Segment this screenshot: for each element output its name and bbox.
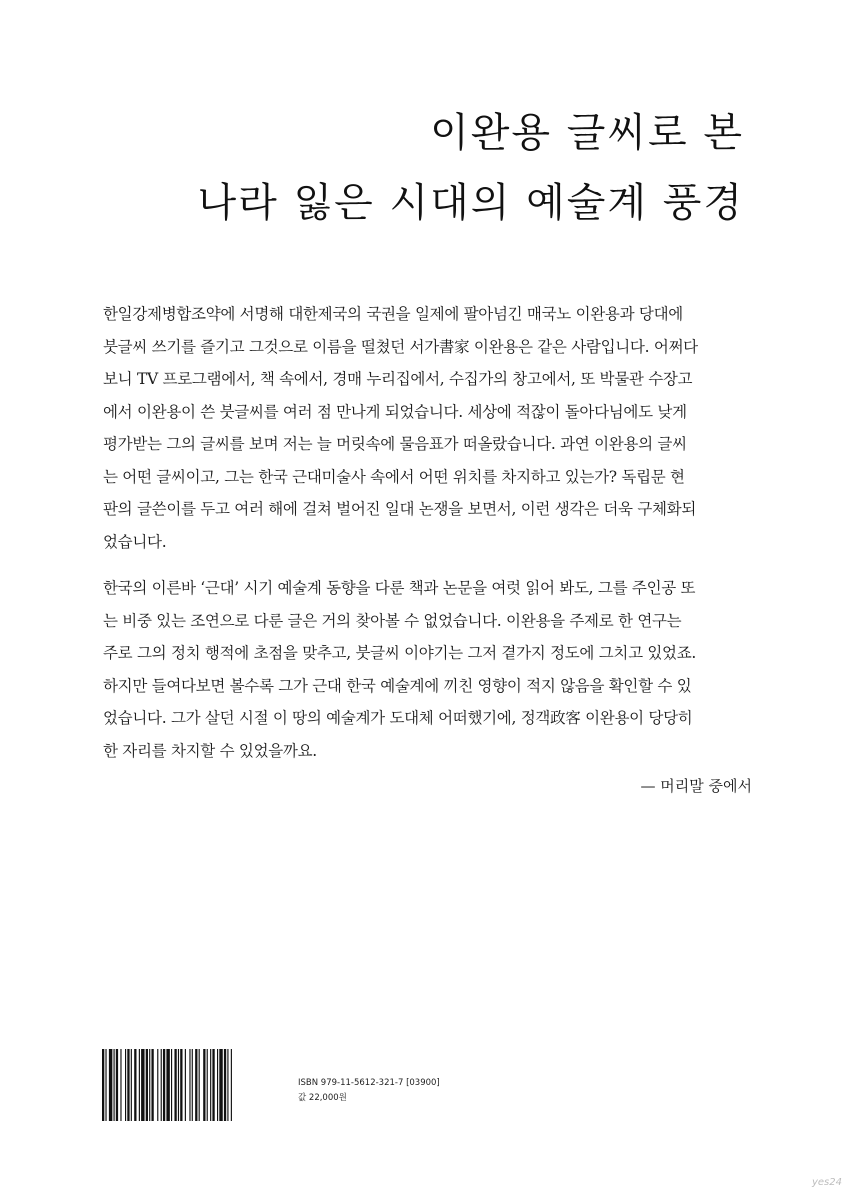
barcode-bar	[210, 1049, 211, 1121]
text-line: 평가받는 그의 글씨를 보며 저는 늘 머릿속에 물음표가 떠올랐습니다. 과연 이완용의 글씨	[103, 435, 687, 453]
price-label: 값 22,000원	[298, 1093, 347, 1103]
text-line: 판의 글쓴이를 두고 여러 해에 걸쳐 벌어진 일대 논쟁을 보면서, 이런 생각은 더욱 구체화되	[103, 500, 697, 518]
barcode-bar	[195, 1049, 197, 1121]
barcode-bar	[219, 1049, 222, 1121]
barcode-bar	[102, 1049, 104, 1121]
barcode-bar	[141, 1049, 144, 1121]
barcode-bar	[120, 1049, 121, 1121]
barcode-bar	[185, 1049, 186, 1121]
title-line-1: 이완용 글씨로 본	[430, 110, 744, 156]
text-line: 붓글씨 쓰기를 즐기고 그것으로 이름을 떨쳤던 서가書家 이완용은 같은 사람입니다. 어쩌다	[103, 337, 698, 356]
barcode-bar	[212, 1049, 214, 1121]
barcode	[101, 1049, 287, 1121]
barcode-bar	[109, 1049, 112, 1121]
barcode-bar	[192, 1049, 193, 1121]
isbn-number: ISBN 979-11-5612-321-7 [03900]	[298, 1078, 440, 1088]
barcode-bar	[131, 1049, 132, 1121]
text-line: 는 비중 있는 조연으로 다룬 글은 거의 찾아볼 수 없었습니다. 이완용을 주제로 한 연구는	[103, 611, 682, 630]
text-line: 었습니다. 그가 살던 시절 이 땅의 예술계가 도대체 어떠했기에, 정객政客 이완용이 당당히	[103, 709, 693, 727]
barcode-bar	[116, 1049, 118, 1121]
barcode-bar	[146, 1049, 148, 1121]
barcode-bar	[207, 1049, 208, 1121]
paragraph-2	[103, 572, 755, 767]
barcode-graphic	[101, 1049, 287, 1121]
barcode-bar	[178, 1049, 179, 1121]
barcode-bar	[171, 1049, 172, 1121]
barcode-bar	[149, 1049, 150, 1121]
barcode-bar	[203, 1049, 205, 1121]
barcode-bar	[174, 1049, 176, 1121]
barcode-bar	[139, 1049, 140, 1121]
preface-excerpt	[103, 298, 755, 781]
text-line: 었습니다.	[103, 532, 167, 551]
barcode-bar	[151, 1049, 153, 1121]
attribution: — 머리말 중에서	[640, 777, 752, 795]
barcode-bar	[199, 1049, 200, 1121]
barcode-bar	[224, 1049, 226, 1121]
barcode-bar	[163, 1049, 165, 1121]
text-line: 주로 그의 정치 행적에 초점을 맞추고, 붓글씨 이야기는 그저 곁가지 정도에 그치고 있었죠.	[103, 644, 697, 662]
barcode-bar	[166, 1049, 169, 1121]
text-line: 는 어떤 글씨이고, 그는 한국 근대미술사 속에서 어떤 위치를 차지하고 있는가? 독립문 현	[103, 467, 685, 486]
barcode-bar	[157, 1049, 158, 1121]
barcode-bar	[134, 1049, 136, 1121]
barcode-bar	[227, 1049, 228, 1121]
book-title	[197, 98, 744, 238]
isbn-price-block	[298, 1076, 440, 1106]
text-line: 한일강제병합조약에 서명해 대한제국의 국권을 일제에 팔아넘긴 매국노 이완용과 당대에	[103, 305, 683, 323]
barcode-bar	[189, 1049, 190, 1121]
title-line-2: 나라 잃은 시대의 예술계 풍경	[197, 180, 744, 226]
text-line: 보니 TV 프로그램에서, 책 속에서, 경매 누리집에서, 수집가의 창고에서, 또 박물관 수장고	[103, 370, 693, 388]
barcode-bar	[231, 1049, 232, 1121]
barcode-bar	[180, 1049, 182, 1121]
watermark: yes24	[811, 1177, 842, 1188]
text-line: 한 자리를 차지할 수 있었을까요.	[103, 741, 317, 760]
barcode-bar	[125, 1049, 126, 1121]
barcode-bar	[127, 1049, 129, 1121]
text-line: 한국의 이른바 ‘근대’ 시기 예술계 동향을 다룬 책과 논문을 여럿 읽어 봐도, 그를 주인공 또	[103, 579, 696, 597]
barcode-bar	[105, 1049, 106, 1121]
barcode-bar	[161, 1049, 162, 1121]
paragraph-1	[103, 298, 755, 558]
barcode-bar	[114, 1049, 115, 1121]
text-line: 하지만 들여다보면 볼수록 그가 근대 한국 예술계에 끼친 영향이 적지 않음을 확인할 수 있	[103, 676, 692, 695]
barcode-bar	[217, 1049, 218, 1121]
text-line: 에서 이완용이 쓴 붓글씨를 여러 점 만나게 되었습니다. 세상에 적잖이 돌아다님에도 낮게	[103, 402, 687, 421]
